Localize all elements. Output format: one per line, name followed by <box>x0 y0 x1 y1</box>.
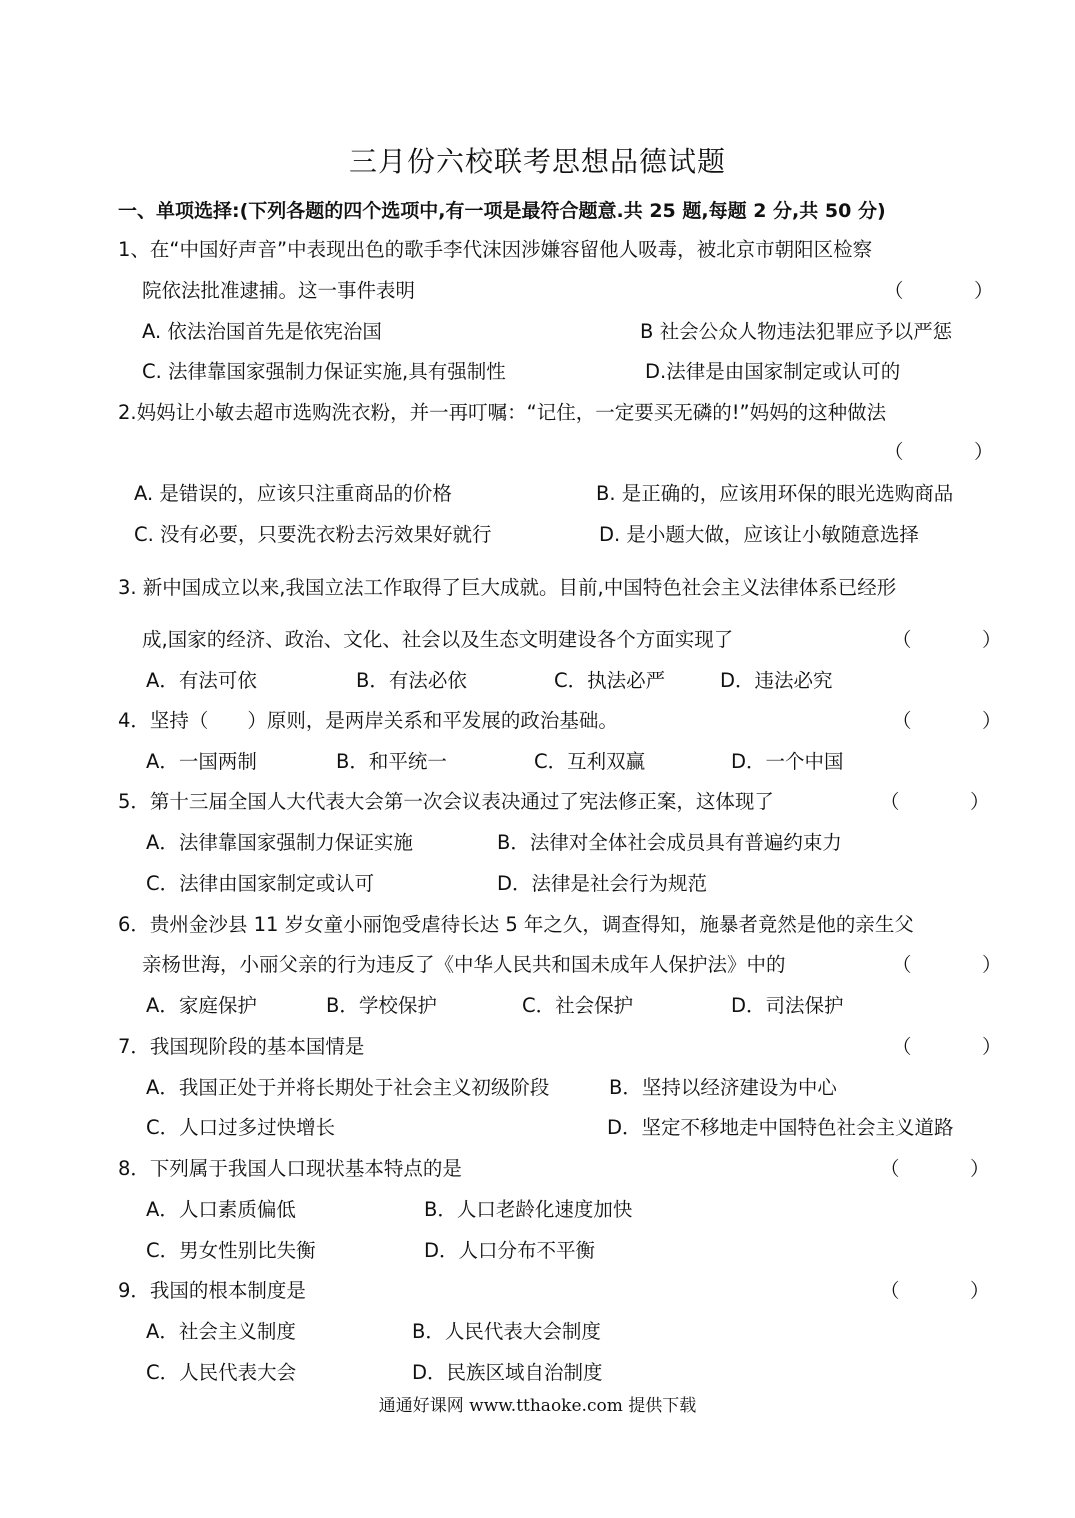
question-9-option-d: D．民族区域自治制度 <box>412 1361 603 1384</box>
question-3-option-a: A．有法可依 <box>146 669 257 692</box>
question-4-option-d: D．一个中国 <box>731 750 844 773</box>
question-5-option-b: B．法律对全体社会成员具有普遍约束力 <box>497 831 842 854</box>
question-3-stem-line-2: 成,国家的经济、政治、文化、社会以及生态文明建设各个方面实现了 <box>142 628 734 651</box>
exam-page: 三月份六校联考思想品德试题 一、单项选择:(下列各题的四个选项中,有一项是最符合题意.共 25 题,每题 2 分,共 50 分) 1、在“中国好声音”中表现出色的歌手李代沫因涉嫌容留他人吸毒，被北京市朝阳区检察 院依法批准逮捕。这一事件表明 （ ） A. 依法治国首先是依宪治国 B 社会公众人物违法犯罪应予以严惩 C. 法律靠国家强制力保证实施,具有强制性 D.法律是由国家制定或认可的 2.妈妈让小敏去超市选购洗衣粉，并一再叮嘱：“记住，一定要买无磷的!”妈妈的这种做法 （ ） A. 是错误的，应该只注重商品的价格 B. 是正确的，应该用环保的眼光选购商品 C. 没有必要，只要洗衣粉去污效果好就行 D. 是小题大做，应该让小敏随意选择 3. 新中国成立以来,我国立法工作取得了巨大成就。目前,中国特色社会主义法律体系已经形 成,国家的经济、政治、文化、社会以及生态文明建设各个方面实现了 （ ） A．有法可依 B．有法必依 C．执法必严 D．违法必究 4．坚持（ ）原则，是两岸关系和平发展的政治基础。 （ ） A．一国两制 B．和平统一 C．互利双赢 D．一个中国 5．第十三届全国人大代表大会第一次会议表决通过了宪法修正案，这体现了 （ ） A．法律靠国家强制力保证实施 B．法律对全体社会成员具有普遍约束力 C．法律由国家制定或认可 D．法律是社会行为规范 6．贵州金沙县 11 岁女童小丽饱受虐待长达 5 年之久，调查得知，施暴者竟然是他的亲生父 亲杨世海，小丽父亲的行为违反了《中华人民共和国未成年人保护法》中的 （ ） A．家庭保护 B．学校保护 C．社会保护 D．司法保护 7．我国现阶段的基本国情是 （ ） A．我国正处于并将长期处于社会主义初级阶段 B．坚持以经济建设为中心 C．人口过多过快增长 D．坚定不移地走中国特色社会主义道路 8．下列属于我国人口现状基本特点的是 （ ） A．人口素质偏低 B．人口老龄化速度加快 C．男女性别比失衡 D．人口分布不平衡 9．我国的根本制度是 （ ） A．社会主义制度 B．人民代表大会制度 C．人民代表大会 D．民族区域自治制度 通通好课网 www.tthaoke.com 提供下载 <box>0 0 1075 1518</box>
page-title: 三月份六校联考思想品德试题 <box>348 145 726 178</box>
question-8-option-c: C．男女性别比失衡 <box>146 1239 316 1262</box>
question-6-option-c: C．社会保护 <box>522 994 634 1017</box>
question-6-option-a: A．家庭保护 <box>146 994 257 1017</box>
question-3-option-b: B．有法必依 <box>356 669 467 692</box>
question-1-option-d: D.法律是由国家制定或认可的 <box>645 360 901 383</box>
question-9-option-a: A．社会主义制度 <box>146 1320 296 1343</box>
question-7-stem-line-1: 7．我国现阶段的基本国情是 <box>118 1035 365 1058</box>
question-5-option-c: C．法律由国家制定或认可 <box>146 872 375 895</box>
question-3-option-c: C．执法必严 <box>554 669 666 692</box>
question-3-stem-line-1: 3. 新中国成立以来,我国立法工作取得了巨大成就。目前,中国特色社会主义法律体系已经形 <box>118 576 897 599</box>
question-7-option-d: D．坚定不移地走中国特色社会主义道路 <box>607 1116 954 1139</box>
section-heading: 一、单项选择:(下列各题的四个选项中,有一项是最符合题意.共 25 题,每题 2 分,共 50 分) <box>118 200 886 222</box>
question-7-option-a: A．我国正处于并将长期处于社会主义初级阶段 <box>146 1076 550 1099</box>
page-footer: 通通好课网 www.tthaoke.com 提供下载 <box>378 1396 697 1416</box>
question-9-option-b: B．人民代表大会制度 <box>412 1320 601 1343</box>
question-6-option-d: D．司法保护 <box>731 994 844 1017</box>
question-2-option-d: D. 是小题大做，应该让小敏随意选择 <box>599 523 919 546</box>
question-5-option-d: D．法律是社会行为规范 <box>497 872 708 895</box>
question-9-stem-line-1: 9．我国的根本制度是 <box>118 1279 306 1302</box>
question-4-option-c: C．互利双赢 <box>534 750 646 773</box>
question-3-option-d: D．违法必究 <box>720 669 833 692</box>
question-1-option-c: C. 法律靠国家强制力保证实施,具有强制性 <box>142 360 506 383</box>
question-1-option-b: B 社会公众人物违法犯罪应予以严惩 <box>640 320 953 343</box>
question-8-option-d: D．人口分布不平衡 <box>424 1239 596 1262</box>
question-5-stem-line-1: 5．第十三届全国人大代表大会第一次会议表决通过了宪法修正案，这体现了 <box>118 790 774 813</box>
question-7-option-c: C．人口过多过快增长 <box>146 1116 336 1139</box>
question-1-stem-line-2: 院依法批准逮捕。这一事件表明 <box>142 279 416 302</box>
question-2-option-a: A. 是错误的，应该只注重商品的价格 <box>134 482 452 505</box>
question-2-option-c: C. 没有必要，只要洗衣粉去污效果好就行 <box>134 523 492 546</box>
question-9-option-c: C．人民代表大会 <box>146 1361 297 1384</box>
question-2-option-b: B. 是正确的，应该用环保的眼光选购商品 <box>596 482 954 505</box>
question-4-option-b: B．和平统一 <box>336 750 447 773</box>
question-4-stem-line-1: 4．坚持（ ）原则，是两岸关系和平发展的政治基础。 <box>118 709 618 732</box>
question-7-option-b: B．坚持以经济建设为中心 <box>609 1076 837 1099</box>
question-6-stem-line-1: 6．贵州金沙县 11 岁女童小丽饱受虐待长达 5 年之久，调查得知，施暴者竟然是他的亲生父 <box>118 913 914 936</box>
question-8-stem-line-1: 8．下列属于我国人口现状基本特点的是 <box>118 1157 462 1180</box>
question-8-option-b: B．人口老龄化速度加快 <box>424 1198 633 1221</box>
question-8-option-a: A．人口素质偏低 <box>146 1198 296 1221</box>
question-4-option-a: A．一国两制 <box>146 750 257 773</box>
question-6-option-b: B．学校保护 <box>326 994 437 1017</box>
question-2-stem-line-1: 2.妈妈让小敏去超市选购洗衣粉，并一再叮嘱：“记住，一定要买无磷的!”妈妈的这种做法 <box>118 401 887 424</box>
question-1-stem-line-1: 1、在“中国好声音”中表现出色的歌手李代沫因涉嫌容留他人吸毒，被北京市朝阳区检察 <box>118 238 873 261</box>
question-6-stem-line-2: 亲杨世海，小丽父亲的行为违反了《中华人民共和国未成年人保护法》中的 <box>142 953 786 976</box>
question-1-option-a: A. 依法治国首先是依宪治国 <box>142 320 382 343</box>
question-5-option-a: A．法律靠国家强制力保证实施 <box>146 831 413 854</box>
